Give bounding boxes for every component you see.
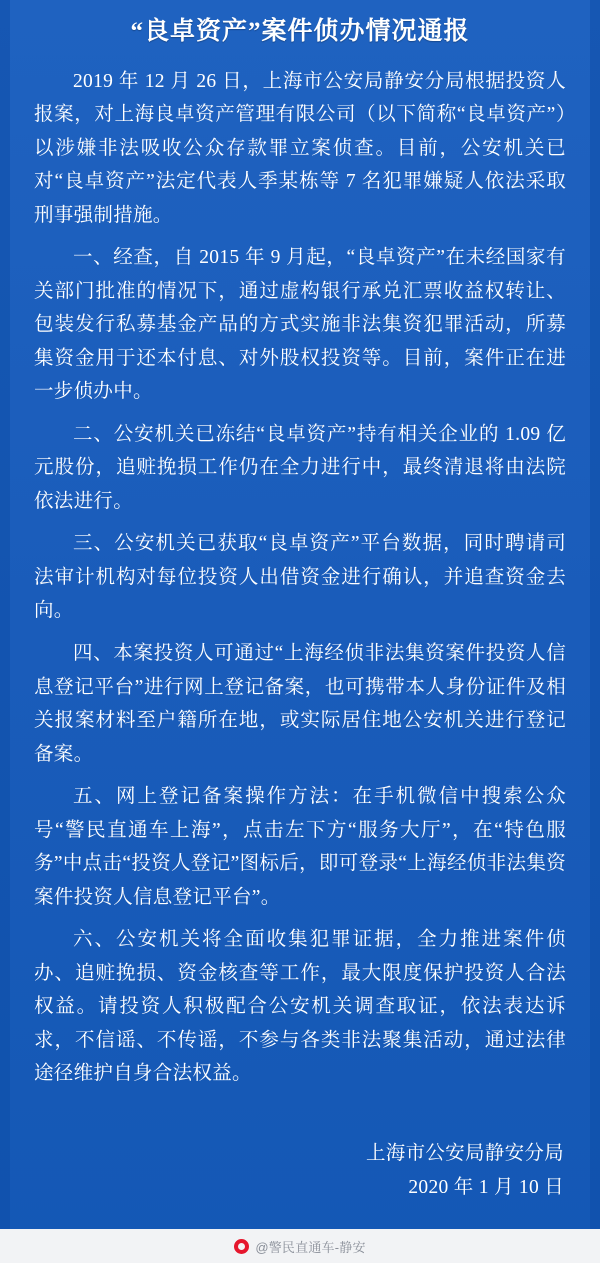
weibo-icon xyxy=(234,1239,249,1254)
signature-date: 2020 年 1 月 10 日 xyxy=(408,1176,564,1198)
paragraph-item-1: 一、经查，自 2015 年 9 月起，“良卓资产”在未经国家有关部门批准的情况下，通过虚构银行承兑汇票收益权转让、包装发行私募基金产品的方式实施非法集资犯罪活动，所募集资金用于还本付息、对外股权投资等。目前，案件正在进一步侦办中。 xyxy=(34,247,566,403)
signature-block xyxy=(366,1137,564,1205)
footer-bar xyxy=(0,1229,600,1263)
paragraph-intro: 2019 年 12 月 26 日，上海市公安局静安分局根据投资人报案，对上海良卓资产管理有限公司（以下简称“良卓资产”）以涉嫌非法吸收公众存款罪立案侦查。目前，公安机关已对“良卓资产”法定代表人季某栋等 7 名犯罪嫌疑人依法采取刑事强制措施。 xyxy=(34,70,566,226)
paragraph-item-6: 六、公安机关将全面收集犯罪证据，全力推进案件侦办、追赃挽损、资金核查等工作，最大限度保护投资人合法权益。请投资人积极配合公安机关调查取证，依法表达诉求，不信谣、不传谣，不参与各类非法聚集活动，通过法律途径维护自身合法权益。 xyxy=(34,929,566,1085)
footer-account-label: @警民直通车-静安 xyxy=(255,1239,366,1255)
left-edge-rail xyxy=(0,0,10,1263)
signature-issuer: 上海市公安局静安分局 xyxy=(365,1142,564,1164)
paragraph-item-2: 二、公安机关已冻结“良卓资产”持有相关企业的 1.09 亿元股份，追赃挽损工作仍在全力进行中，最终清退将由法院依法进行。 xyxy=(34,423,566,512)
right-edge-rail xyxy=(590,0,600,1263)
page-title: “良卓资产”案件侦办情况通报 xyxy=(130,18,470,45)
paragraph-item-3: 三、公安机关已获取“良卓资产”平台数据，同时聘请司法审计机构对每位投资人出借资金进行确认，并追查资金去向。 xyxy=(34,533,566,622)
paragraph-item-4: 四、本案投资人可通过“上海经侦非法集资案件投资人信息登记平台”进行网上登记备案，也可携带本人身份证件及相关报案材料至户籍所在地，或实际居住地公安机关进行登记备案。 xyxy=(34,643,566,765)
paragraph-item-5: 五、网上登记备案操作方法：在手机微信中搜索公众号“警民直通车上海”，点击左下方“服务大厅”，在“特色服务”中点击“投资人登记”图标后，即可登录“上海经侦非法集资案件投资人信息登记平台”。 xyxy=(34,786,566,908)
notice-body xyxy=(0,59,600,1091)
